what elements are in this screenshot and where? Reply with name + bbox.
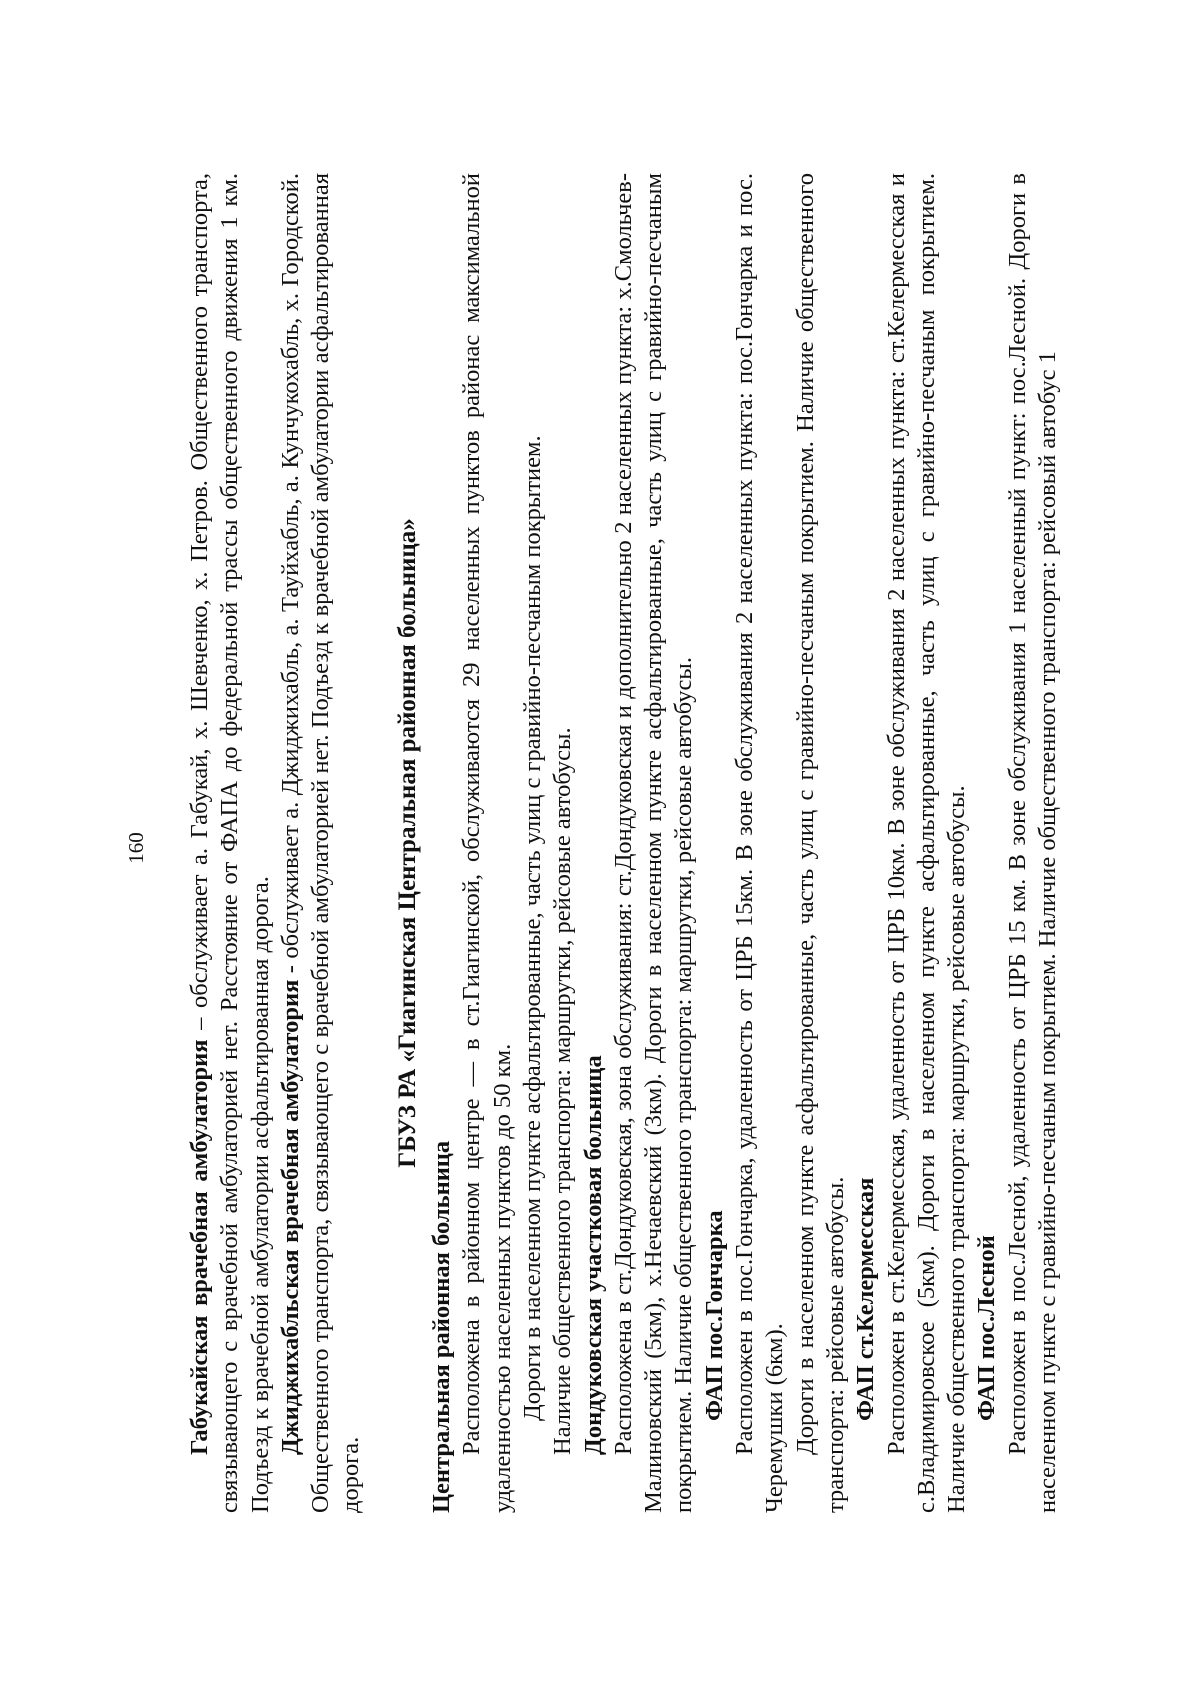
dzhidzhi-text: - обслуживает а. Джиджихабль, а. Тауйхабль, а. Кунчукохабль, х. Городской. Общественного транспорта, связывающего с врачебной амбулаторией нет. Подъезд к врачебной амбулатории асфальтированная дорога.: [276, 173, 365, 1513]
paragraph-gabukay: [185, 173, 276, 1513]
page-number: 160: [124, 832, 148, 864]
gabukay-text: – обслуживает а. Габукай, х. Шевченко, х. Петров. Общественного транспорта, связывающего с врачебной амбулаторией нет. Расстояние от ФАПА до федеральной трассы общественного движения 1 км. Подъезд к врачебной амбулатории асфальтированная дорога.: [186, 173, 274, 1513]
crb-text-3: Наличие общественного транспорта: маршрутки, рейсовые автобусы.: [549, 727, 577, 1455]
donduk-text: Расположена в ст.Дондуковская, зона обслуживания: ст.Дондуковская и дополнительно 2 населенных пункта: х.Смольчев-Малиновский (5км), х.Нечаевский (3км). Дороги в населенном пункте асфальтированные, часть улиц с гравийно-песчаным покрытием. Наличие общественного транспорта: маршрутки, рейсовые автобусы.: [609, 173, 698, 1513]
section-heading: ГБУЗ РА «Гиагинская Центральная районная больница»: [393, 518, 421, 1168]
keler-text: Расположен в ст.Келермесская, удаленность от ЦРБ 10км. В зоне обслуживания 2 населенных пункта: ст.Келермесская и с.Владимировское (5км). Дороги в населенном пункте асфальтированные, часть улиц с гравийно-песчаным покрытием. Наличие общественного транспорта: маршрутки, рейсовые автобусы.: [882, 173, 971, 1513]
keler-title: ФАП ст.Келермесская: [852, 1177, 880, 1421]
lesnoy-title: ФАП пос.Лесной: [973, 1235, 1001, 1421]
dzhidzhi-title: Джиджихабльская врачебная амбулатория: [276, 979, 304, 1455]
paragraph-dzhidzhi: [276, 173, 367, 1513]
gonch-text-2: Дороги в населенном пункте асфальтированные, часть улиц с гравийно-песчаным покрытием. Наличие общественного транспорта: рейсовые автобусы.: [791, 173, 849, 1513]
donduk-title: Дондуковская участковая больница: [579, 1055, 607, 1455]
crb-text-1: Расположена в районном центре — в ст.Гиагинской, обслуживаются 29 населенных пунктов районас максимальной удаленностью населенных пунктов до 50 км.: [458, 173, 516, 1513]
rotated-content: [80, 88, 1120, 1608]
gonch-text-1: Расположен в пос.Гончарка, удаленность от ЦРБ 15км. В зоне обслуживания 2 населенных пункта: пос.Гончарка и пос. Черемушки (6км).: [731, 173, 789, 1513]
crb-text-2: Дороги в населенном пункте асфальтированные, часть улиц с гравийно-песчаным покрытием.: [518, 435, 546, 1421]
lesnoy-text: Расположен в пос.Лесной, удаленность от ЦРБ 15 км. В зоне обслуживания 1 населенный пункт: пос.Лесной. Дороги в населенном пункте с гравийно-песчаным покрытием. Наличие общественного транспорта: рейсовый автобус 1: [1003, 173, 1062, 1513]
crb-title: Центральная районная больница: [428, 1140, 456, 1513]
gabukay-title: Габукайская врачебная амбулатория: [186, 1039, 213, 1455]
gonch-title: ФАП пос.Гончарка: [700, 1210, 728, 1421]
body-text: [185, 173, 1063, 1513]
